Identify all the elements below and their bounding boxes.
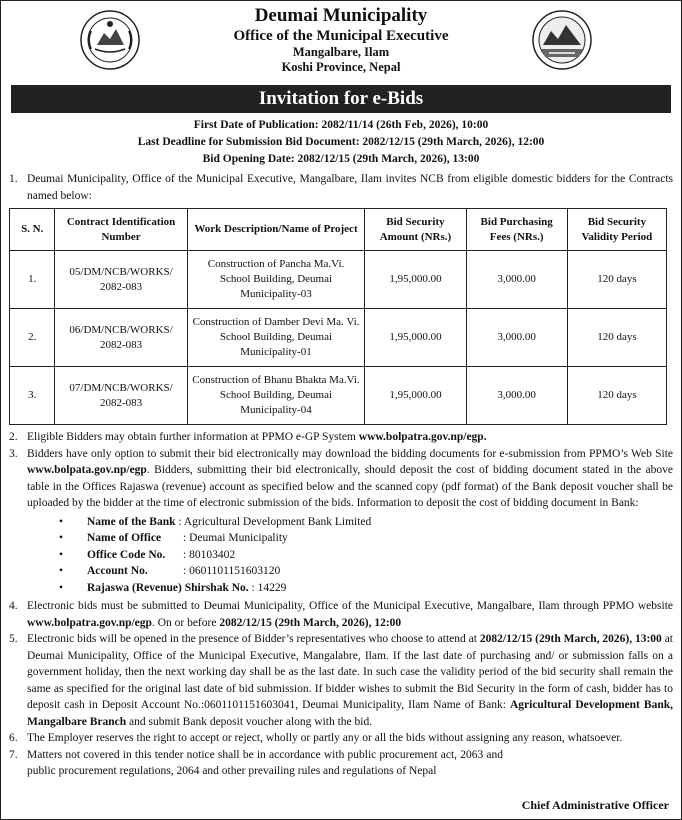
clause-number: 6. bbox=[9, 732, 18, 744]
bank-label: Rajaswa (Revenue) Shirshak No. bbox=[87, 581, 249, 594]
bank-branch: Agricultural Development Bank, Mangalbare Branch bbox=[27, 699, 673, 728]
clause-4-part2: . On or before bbox=[151, 616, 220, 629]
bank-value: : 80103402 bbox=[183, 548, 236, 561]
clause-number: 3. bbox=[9, 447, 18, 460]
clause-2 bbox=[9, 429, 673, 446]
cell-purchasing-fees: 3,000.00 bbox=[466, 251, 567, 309]
clause-1 bbox=[9, 171, 673, 204]
clause-text: Deumai Municipality, Office of the Municipal Executive, Mangalbare, Ilam invites NCB from eligible domestic bidders for the Contracts named below: bbox=[27, 173, 673, 202]
header bbox=[1, 5, 681, 75]
bullet-icon: • bbox=[59, 565, 64, 577]
cell-sn: 1. bbox=[10, 251, 55, 309]
bolpatra-link[interactable]: www.bolpatra.gov.np/egp bbox=[27, 616, 152, 629]
clause-text bbox=[27, 429, 673, 446]
clause-text bbox=[27, 446, 673, 512]
bolpata-link[interactable]: www.bolpata.gov.np/egp bbox=[27, 464, 147, 476]
clause-number: 1. bbox=[9, 173, 18, 185]
header-sn: S. N. bbox=[10, 209, 55, 251]
dates-block bbox=[1, 117, 681, 168]
header-contract-id: Contract Identification Number bbox=[55, 209, 187, 251]
bank-row bbox=[59, 514, 673, 531]
bank-label: Name of Office bbox=[87, 532, 162, 544]
clause-3-part1: Bidders have only option to submit their bid electronically may download the bidding documents for e-submission from PPMO’s Web Site bbox=[27, 447, 673, 460]
clause-number: 7. bbox=[9, 748, 18, 761]
cell-purchasing-fees: 3,000.00 bbox=[466, 309, 567, 367]
bank-row bbox=[59, 530, 673, 547]
cell-bid-security: 1,95,000.00 bbox=[365, 309, 466, 367]
bank-row bbox=[59, 580, 673, 597]
clause-5-part1: Electronic bids will be opened in the presence of Bidder’s representatives who choose to attend at bbox=[27, 633, 480, 645]
cell-sn: 2. bbox=[10, 309, 55, 367]
title-banner: Invitation for e-Bids bbox=[11, 85, 671, 113]
bid-opening-date: Bid Opening Date: 2082/12/15 (29th March, 2026), 13:00 bbox=[202, 153, 480, 165]
submission-deadline: Last Deadline for Submission Bid Document: 2082/12/15 (29th March, 2026), 12:00 bbox=[137, 136, 545, 148]
cell-contract-id: 07/DM/NCB/WORKS/ 2082-083 bbox=[55, 367, 187, 425]
bank-row bbox=[59, 547, 673, 564]
cell-sn: 3. bbox=[10, 367, 55, 425]
cell-validity: 120 days bbox=[567, 367, 666, 425]
header-bid-security: Bid Security Amount (NRs.) bbox=[365, 209, 466, 251]
bank-value: : 0601101151603120 bbox=[183, 565, 281, 577]
clause-7 bbox=[9, 747, 673, 780]
cell-work-description: Construction of Pancha Ma.Vi. School Building, Deumai Municipality-03 bbox=[187, 251, 365, 309]
clause-text bbox=[27, 631, 673, 730]
address-line-1: Mangalbare, Ilam bbox=[292, 45, 390, 59]
signature-title: Chief Administrative Officer bbox=[521, 798, 669, 812]
bank-value: : Agricultural Development Bank Limited bbox=[178, 515, 372, 528]
clause-number: 5. bbox=[9, 633, 18, 645]
cell-contract-id: 06/DM/NCB/WORKS/ 2082-083 bbox=[55, 309, 187, 367]
clause-4-part1: Electronic bids must be submitted to Deumai Municipality, Office of the Municipal Executive, Mangalbare, Ilam through PPMO website bbox=[27, 600, 673, 612]
table-row bbox=[10, 309, 667, 367]
clause-4 bbox=[9, 598, 673, 631]
table-row bbox=[10, 367, 667, 425]
cell-validity: 120 days bbox=[567, 309, 666, 367]
egp-link[interactable]: www.bolpatra.gov.np/egp. bbox=[358, 431, 487, 443]
office-name: Office of the Municipal Executive bbox=[233, 28, 449, 44]
contracts-table bbox=[9, 208, 667, 425]
clause-number: 2. bbox=[9, 431, 18, 443]
cell-purchasing-fees: 3,000.00 bbox=[466, 367, 567, 425]
bank-value: : Deumai Municipality bbox=[183, 532, 288, 544]
bank-value: : 14229 bbox=[251, 581, 287, 594]
clause-number: 4. bbox=[9, 600, 18, 612]
cell-work-description: Construction of Bhanu Bhakta Ma.Vi. School Building, Deumai Municipality-04 bbox=[187, 367, 365, 425]
clause-text bbox=[27, 598, 673, 631]
clause-6 bbox=[9, 730, 673, 747]
cell-bid-security: 1,95,000.00 bbox=[365, 251, 466, 309]
bullet-icon: • bbox=[59, 581, 64, 594]
opening-datetime: 2082/12/15 (29th March, 2026), 13:00 bbox=[479, 633, 662, 645]
clause-2-text: Eligible Bidders may obtain further information at PPMO e-GP System bbox=[27, 431, 359, 443]
clause-5-part2: at Deumai Municipality, Office of the Municipal Executive, Mangalabre, Ilam. If the last date of purchasing and/ or submission falls on a government holiday, then the next working day shall be as the last date. In such case the validity period of the bid security shall remain the same as specified for the original last date of bid submission. If bidder wishes to submit the Bid Security in the form of cash, bidder has to deposit cash in Deposit Account No.:0601101151603041, Deumai Municipality, Ilam Name of Bank: bbox=[27, 633, 673, 711]
clause-3-part2: . Bidders, submitting their bid electronically, should deposit the cost of bidding document stated in the above table in the Offices Rajaswa (revenue) account as specified below and the scanned copy (pdf format) of the Bank deposit voucher shall be uploaded by the bidder at the time of electronic submission of the bids. Information to deposit the cost of bidding document in Bank: bbox=[27, 464, 673, 509]
address-line-2: Koshi Province, Nepal bbox=[281, 60, 401, 74]
cell-validity: 120 days bbox=[567, 251, 666, 309]
bank-row bbox=[59, 563, 673, 580]
bank-details bbox=[59, 514, 673, 597]
bank-label: Office Code No. bbox=[87, 548, 166, 561]
header-purchasing-fees: Bid Purchasing Fees (NRs.) bbox=[466, 209, 567, 251]
publication-date: First Date of Publication: 2082/11/14 (26th Feb, 2026), 10:00 bbox=[193, 119, 489, 131]
bank-label: Name of the Bank bbox=[87, 515, 176, 528]
notice-content bbox=[9, 171, 673, 780]
table-header-row bbox=[10, 209, 667, 251]
header-validity-period: Bid Security Validity Period bbox=[567, 209, 666, 251]
submission-datetime: 2082/12/15 (29th March, 2026), 12:00 bbox=[219, 616, 402, 629]
header-work-description: Work Description/Name of Project bbox=[187, 209, 365, 251]
table-row bbox=[10, 251, 667, 309]
bullet-icon: • bbox=[59, 515, 64, 528]
bullet-icon: • bbox=[59, 532, 64, 544]
cell-contract-id: 05/DM/NCB/WORKS/ 2082-083 bbox=[55, 251, 187, 309]
cell-bid-security: 1,95,000.00 bbox=[365, 367, 466, 425]
clause-3 bbox=[9, 446, 673, 512]
clause-text: Matters not covered in this tender notice shall be in accordance with public procurement act, 2063 and public procurement regulations, 2064 and other prevailing rules and regulations of Nepal bbox=[27, 748, 503, 777]
bullet-icon: • bbox=[59, 548, 64, 561]
clause-5 bbox=[9, 631, 673, 730]
org-name: Deumai Municipality bbox=[254, 5, 428, 26]
cell-work-description: Construction of Damber Devi Ma. Vi. School Building, Deumai Municipality-01 bbox=[187, 309, 365, 367]
clause-text: The Employer reserves the right to accept or reject, wholly or partly any or all the bids without assigning any reason, whatsoever. bbox=[27, 732, 623, 744]
bank-label: Account No. bbox=[87, 565, 148, 577]
clause-5-part3: and submit Bank deposit voucher along with the bid. bbox=[126, 715, 373, 728]
